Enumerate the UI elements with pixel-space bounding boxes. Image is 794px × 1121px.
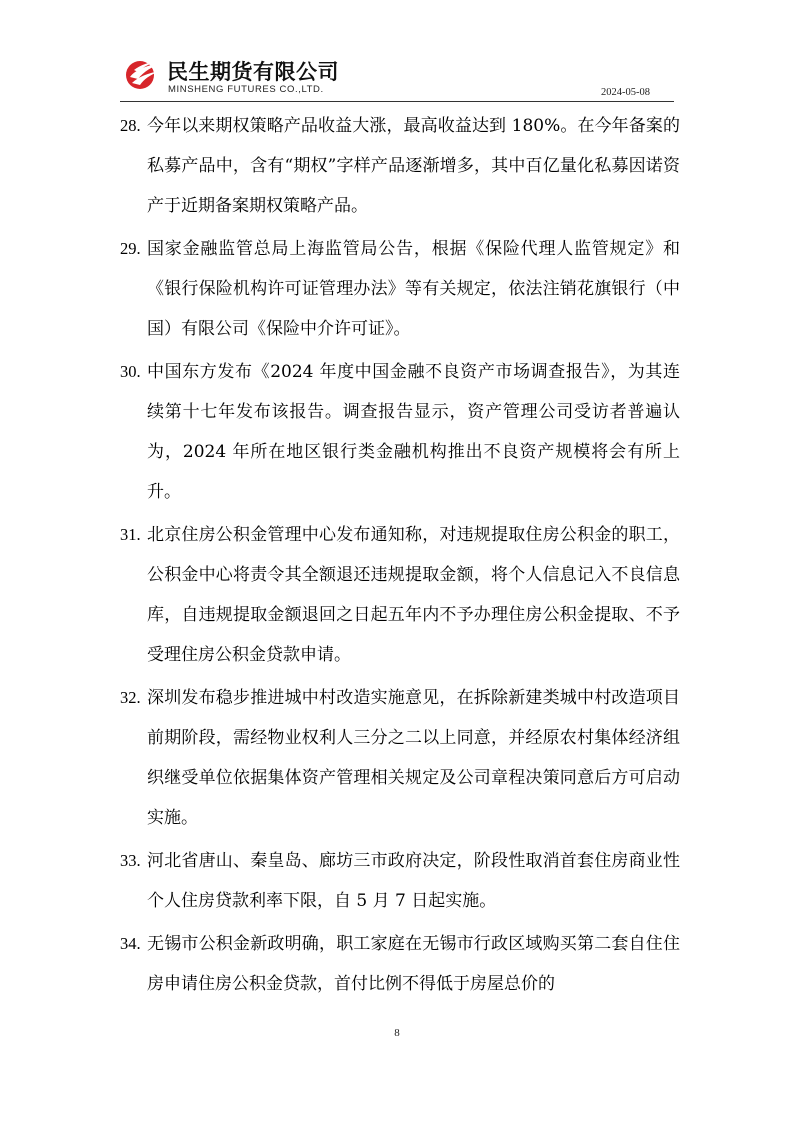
item-number: 30.: [120, 362, 141, 381]
minsheng-logo-icon: [124, 57, 164, 91]
list-item: [120, 229, 680, 349]
item-number: 31.: [120, 525, 141, 544]
item-number: 28.: [120, 116, 141, 135]
company-name-cn: 民生期货有限公司: [167, 60, 339, 84]
item-number: 34.: [120, 934, 141, 953]
item-text: 深圳发布稳步推进城中村改造实施意见，在拆除新建类城中村改造项目前期阶段，需经物业权利人三分之二以上同意，并经原农村集体经济组织继受单位依据集体资产管理相关规定及公司章程决策同意后方可启动实施。: [147, 688, 680, 828]
company-name-en: MINSHENG FUTURES CO.,LTD.: [168, 84, 324, 95]
report-date: 2024-05-08: [601, 87, 650, 98]
item-text: 河北省唐山、秦皇岛、廊坊三市政府决定，阶段性取消首套住房商业性个人住房贷款利率下限，自 5 月 7 日起实施。: [147, 851, 680, 911]
item-text: 国家金融监管总局上海监管局公告，根据《保险代理人监管规定》和《银行保险机构许可证管理办法》等有关规定，依法注销花旗银行（中国）有限公司《保险中介许可证》。: [147, 239, 680, 339]
page-number: 8: [394, 1027, 400, 1039]
list-item: [120, 924, 680, 1004]
item-text: 无锡市公积金新政明确，职工家庭在无锡市行政区域购买第二套自住住房申请住房公积金贷款，首付比例不得低于房屋总价的: [147, 934, 680, 994]
item-text: 中国东方发布《2024 年度中国金融不良资产市场调查报告》，为其连续第十七年发布该报告。调查报告显示，资产管理公司受访者普遍认为，2024 年所在地区银行类金融机构推出不良资产规模将会有所上升。: [147, 362, 680, 502]
item-text: 今年以来期权策略产品收益大涨，最高收益达到 180%。在今年备案的私募产品中，含有“期权”字样产品逐渐增多，其中百亿量化私募因诺资产于近期备案期权策略产品。: [147, 116, 680, 216]
item-number: 32.: [120, 688, 141, 707]
item-number: 33.: [120, 851, 141, 870]
list-item: [120, 841, 680, 921]
list-item: [120, 678, 680, 838]
news-list: [120, 106, 680, 1007]
header-divider: [120, 101, 674, 102]
page-header: [120, 55, 674, 102]
list-item: [120, 515, 680, 675]
list-item: [120, 106, 680, 226]
item-text: 北京住房公积金管理中心发布通知称，对违规提取住房公积金的职工，公积金中心将责令其全额退还违规提取金额，将个人信息记入不良信息库，自违规提取金额退回之日起五年内不予办理住房公积金提取、不予受理住房公积金贷款申请。: [147, 525, 680, 665]
item-number: 29.: [120, 239, 141, 258]
list-item: [120, 352, 680, 512]
